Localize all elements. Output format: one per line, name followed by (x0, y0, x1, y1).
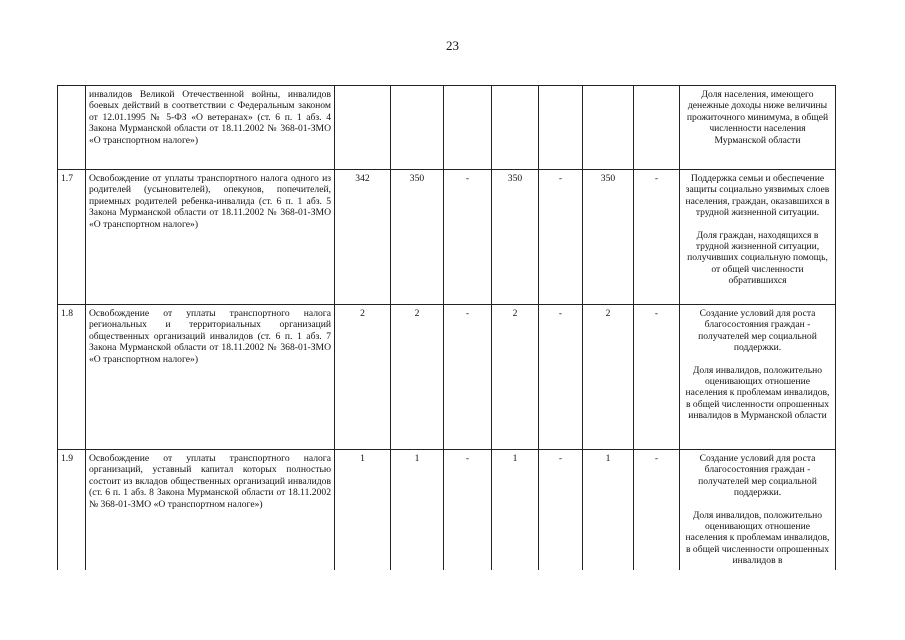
indicator-cell (680, 86, 836, 170)
row-description: Освобождение от уплаты транспортного налога одного из родителей (усыновителей), опекунов, попечителей, приемных родителей ребенка-инвалида (ст. 6 п. 1 абз. 5 Закона Мурманской области от 18.11.2002 № 368-01-ЗМО «О транспортном налоге») (86, 170, 335, 305)
value-cell (335, 86, 391, 170)
value-cell: 350 (492, 170, 539, 305)
value-cell: 1 (391, 450, 444, 571)
value-cell: 350 (391, 170, 444, 305)
indicator-goal-text: Поддержка семьи и обеспечение защиты социально уязвимых слоев населения, граждан, оказавшихся в трудной жизненной ситуации. (685, 173, 830, 219)
indicator-measure-text: Доля инвалидов, положительно оценивающих отношение населения к проблемам инвалидов, в общей численности опрошенных инвалидов в (685, 509, 830, 567)
indicator-text: Доля населения, имеющего денежные доходы ниже величины прожиточного минимума, в общей численности населения Мурманской области (686, 89, 829, 146)
value-cell: - (634, 450, 680, 571)
value-cell: 2 (492, 305, 539, 450)
value-cell: - (634, 170, 680, 305)
value-cell: - (539, 170, 583, 305)
indicator-cell (680, 450, 836, 571)
table-row (58, 305, 836, 450)
indicator-goal-text: Создание условий для роста благосостояния граждан - получателей мер социальной поддержки. (698, 308, 817, 354)
value-cell: - (444, 170, 492, 305)
row-number (58, 86, 86, 170)
indicator-goal-text: Создание условий для роста благосостояния граждан - получателей мер социальной поддержки. (698, 453, 817, 499)
value-cell: - (634, 305, 680, 450)
value-cell: - (539, 305, 583, 450)
value-cell: 350 (583, 170, 634, 305)
row-number: 1.9 (58, 450, 86, 571)
value-cell (391, 86, 444, 170)
value-cell: 2 (335, 305, 391, 450)
indicator-measure-text: Доля граждан, находящихся в трудной жизненной ситуации, получивших социальную помощь, от общей численности обратившихся (687, 229, 828, 287)
value-cell: - (444, 305, 492, 450)
value-cell: 2 (583, 305, 634, 450)
indicator-cell (680, 170, 836, 305)
page-number: 23 (446, 38, 459, 53)
value-cell (583, 86, 634, 170)
value-cell: 1 (583, 450, 634, 571)
value-cell: 1 (492, 450, 539, 571)
value-cell (634, 86, 680, 170)
value-cell: 342 (335, 170, 391, 305)
value-cell (539, 86, 583, 170)
tax-benefits-table (57, 85, 836, 570)
indicator-cell (680, 305, 836, 450)
table-row (58, 86, 836, 170)
table-row (58, 450, 836, 571)
table-row (58, 170, 836, 305)
value-cell: - (539, 450, 583, 571)
value-cell: - (444, 450, 492, 571)
indicator-measure-text: Доля инвалидов, положительно оценивающих отношение населения к проблемам инвалидов, в общей численности опрошенных инвалидов в Мурманской области (685, 364, 830, 422)
row-description: Освобождение от уплаты транспортного налога организаций, уставный капитал которых полностью состоит из вкладов общественных организаций инвалидов (ст. 6 п. 1 абз. 8 Закона Мурманской области от 18.11.2002 № 368-01-ЗМО «О транспортном налоге») (86, 450, 335, 571)
value-cell: 1 (335, 450, 391, 571)
row-description: Освобождение от уплаты транспортного налога региональных и территориальных организаций общественных организаций инвалидов (ст. 6 п. 1 абз. 7 Закона Мурманской области от 18.11.2002 № 368-01-ЗМО «О транспортном налоге») (86, 305, 335, 450)
row-description: инвалидов Великой Отечественной войны, инвалидов боевых действий в соответствии с Федеральным законом от 12.01.1995 № 5-ФЗ «О ветеранах» (ст. 6 п. 1 абз. 4 Закона Мурманской области от 18.11.2002 № 368-01-ЗМО «О транспортном налоге») (86, 86, 335, 170)
value-cell (444, 86, 492, 170)
value-cell: 2 (391, 305, 444, 450)
row-number: 1.8 (58, 305, 86, 450)
row-number: 1.7 (58, 170, 86, 305)
value-cell (492, 86, 539, 170)
